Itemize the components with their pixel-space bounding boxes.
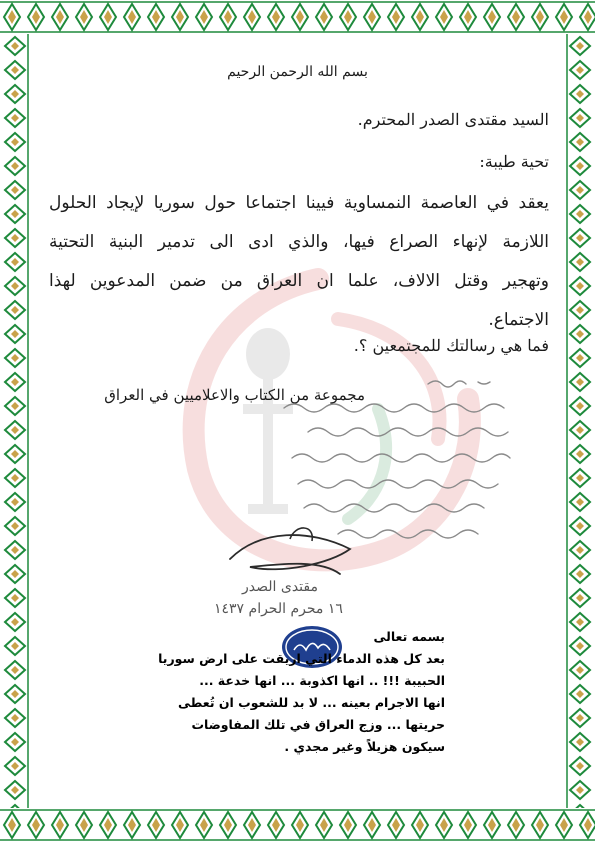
signature-date: ١٦ محرم الحرام ١٤٣٧ xyxy=(214,601,343,617)
decorative-border-bottom xyxy=(0,808,595,842)
letter-body xyxy=(49,184,549,340)
decorative-border-top xyxy=(0,0,595,34)
decorative-border-left xyxy=(0,34,30,808)
basmala: بسم الله الرحمن الرحيم xyxy=(227,64,368,80)
question-line: فما هي رسالتك للمجتمعين ؟. xyxy=(353,336,549,355)
body-line: الاجتماع. xyxy=(488,310,549,330)
body-line: وتهجير وقتل الالاف، علما ان العراق من ضمن المدعوين لهذا xyxy=(49,271,549,291)
reply-line: حريتها ... وزج العراق في تلك المفاوضات xyxy=(191,717,445,732)
reply-line: الحبيبة !!! .. انها اكذوبة ... انها خدعة ... xyxy=(199,673,445,688)
typed-reply xyxy=(158,626,445,758)
signature-name: مقتدى الصدر xyxy=(242,579,318,595)
reply-line: انها الاجرام بعينه ... لا بد للشعوب ان تُعطى xyxy=(177,695,445,710)
body-line: اللازمة لإنهاء الصراع فيها، والذي ادى الى تدمير البنية التحتية xyxy=(49,232,549,252)
signer-line: مجموعة من الكتاب والاعلاميين في العراق xyxy=(104,386,365,404)
body-line: يعقد في العاصمة النمساوية فيينا اجتماعا حول سوريا لإيجاد الحلول xyxy=(49,193,549,213)
greeting-line: تحية طيبة: xyxy=(479,152,549,171)
decorative-border-right xyxy=(565,34,595,808)
signature-block xyxy=(214,519,370,619)
reply-line: سيكون هزيلاً وغير مجدي . xyxy=(284,739,445,754)
reply-line: بسمه تعالى xyxy=(373,629,445,644)
reply-line: بعد كل هذه الدماء التي اريقت على ارض سوريا xyxy=(158,651,445,666)
recipient-line: السيد مقتدى الصدر المحترم. xyxy=(357,110,549,129)
letter-page xyxy=(30,34,565,808)
